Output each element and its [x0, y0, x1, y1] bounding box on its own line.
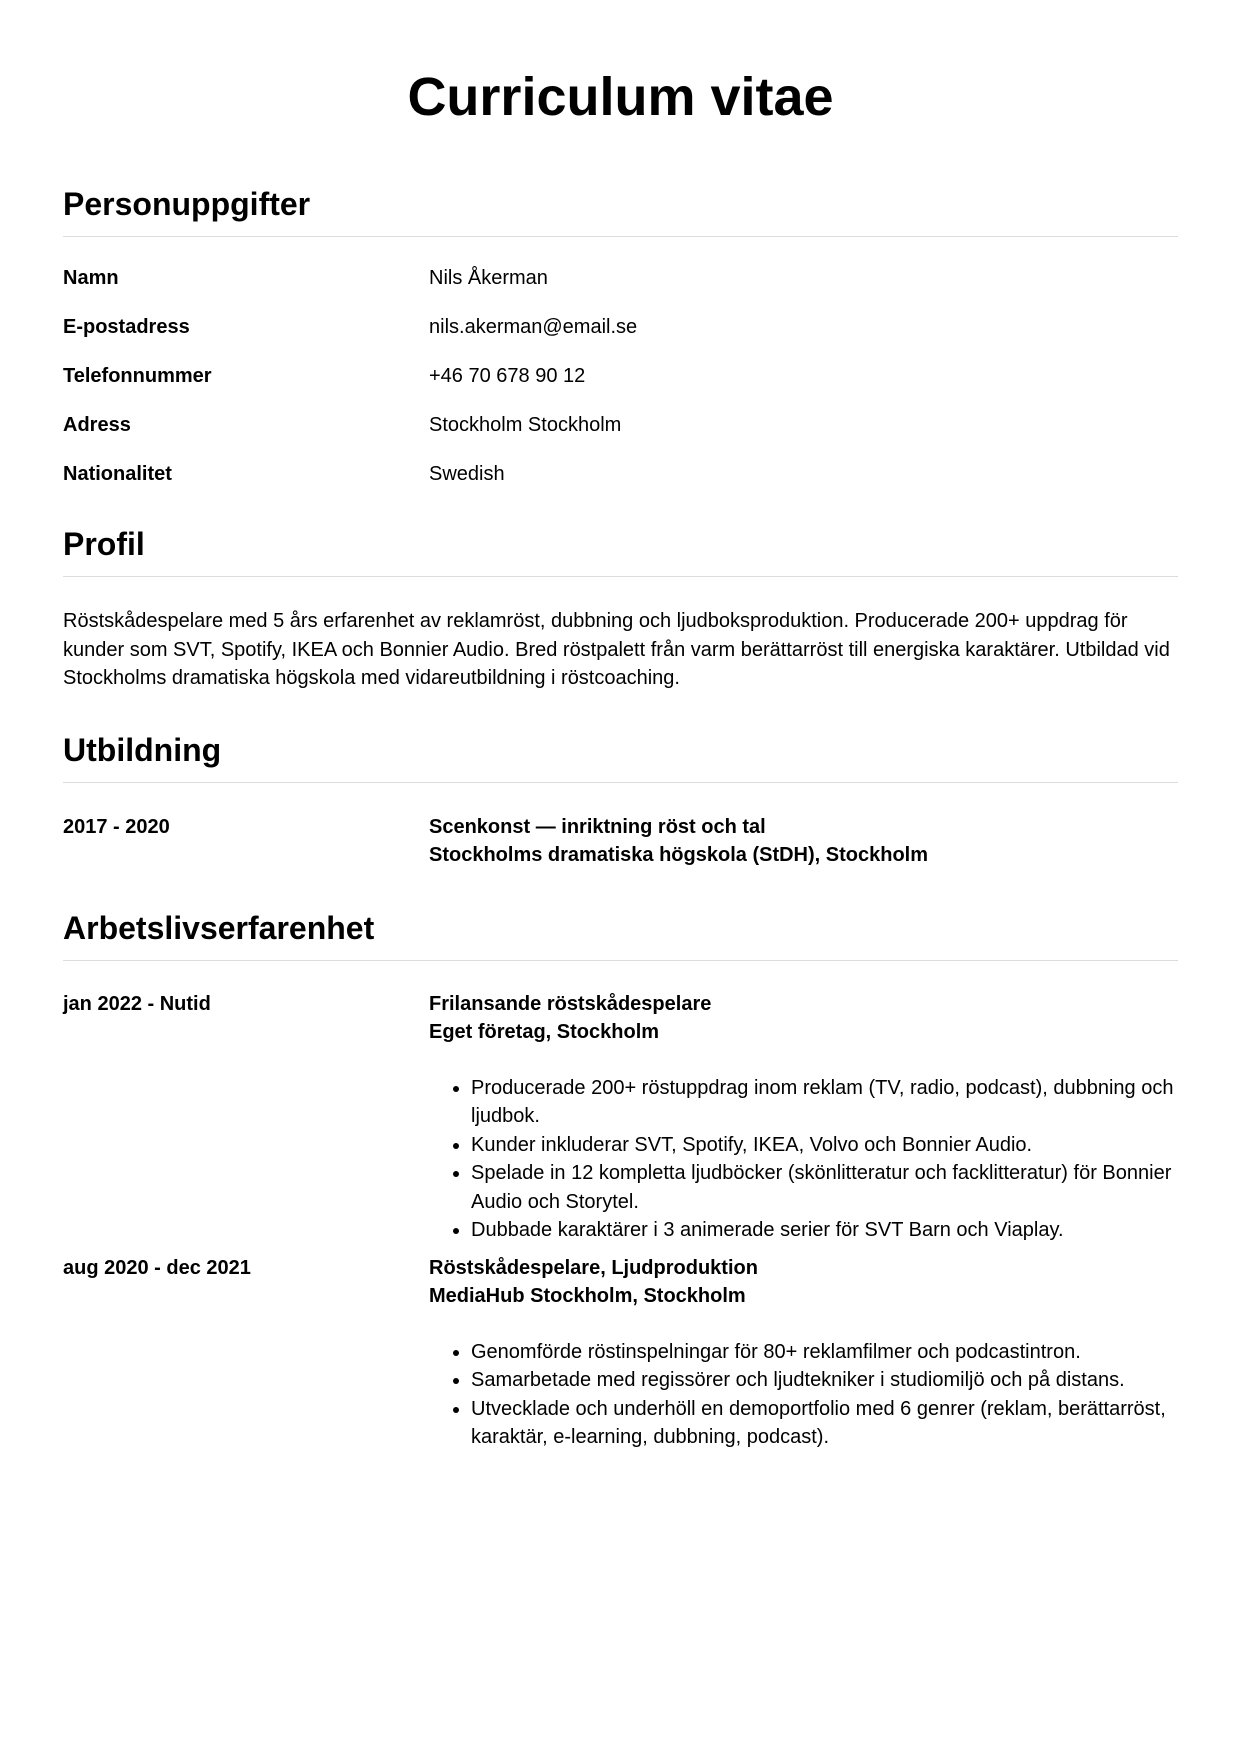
experience-title: Röstskådespelare, Ljudproduktion — [429, 1256, 758, 1279]
nationality-value: Swedish — [429, 463, 505, 485]
list-item: • Genomförde röstinspelningar för 80+ reklamfilmer och podcastintron. — [471, 1338, 1178, 1367]
profile-heading: Profil — [63, 526, 145, 562]
education-org: Stockholms dramatiska högskola (StDH), Stockholm — [429, 843, 928, 866]
nationality-label: Nationalitet — [63, 463, 172, 485]
email-label: E-postadress — [63, 316, 190, 338]
personal-section — [63, 185, 1178, 488]
experience-details — [429, 1254, 1178, 1452]
profile-text: Röstskådespelare med 5 års erfarenhet av reklamröst, dubbning och ljudboksproduktion. Producerade 200+ uppdrag för kunder som SVT, Spotify, IKEA och Bonnier Audio. Bred röstpalett från varm berättarröst till energiska karaktärer. Utbildad vid Stockholms dramatiska högskola med vidareutbildning i röstcoaching. — [63, 610, 1170, 689]
phone-value: +46 70 678 90 12 — [429, 365, 586, 387]
email-value: nils.akerman@email.se — [429, 316, 638, 338]
phone-label: Telefonnummer — [63, 365, 212, 387]
education-entry — [63, 813, 1178, 869]
experience-org: MediaHub Stockholm, Stockholm — [429, 1284, 746, 1307]
list-item: • Samarbetade med regissörer och ljudtekniker i studiomiljö och på distans. — [471, 1366, 1178, 1395]
education-heading: Utbildning — [63, 731, 222, 768]
experience-period: jan 2022 - Nutid — [63, 992, 211, 1015]
experience-org: Eget företag, Stockholm — [429, 1020, 660, 1043]
experience-period: aug 2020 - dec 2021 — [63, 1256, 251, 1279]
address-label: Adress — [63, 414, 131, 436]
personal-row-phone — [63, 362, 1178, 390]
experience-details — [429, 990, 1178, 1245]
profile-section — [63, 525, 1178, 693]
education-period: 2017 - 2020 — [63, 815, 170, 838]
experience-title: Frilansande röstskådespelare — [429, 992, 712, 1015]
list-item: • Producerade 200+ röstuppdrag inom reklam (TV, radio, podcast), dubbning och ljudbok. — [471, 1074, 1178, 1131]
education-divider — [63, 782, 1178, 783]
list-item: • Spelade in 12 kompletta ljudböcker (skönlitteratur och facklitteratur) för Bonnier Audio och Storytel. — [471, 1159, 1178, 1216]
personal-rows — [63, 264, 1178, 488]
personal-row-nationality — [63, 460, 1178, 488]
experience-entry-1 — [63, 990, 1178, 1245]
profile-divider — [63, 576, 1178, 577]
experience-section — [63, 909, 1178, 1452]
personal-divider — [63, 236, 1178, 237]
experience-heading: Arbetslivserfarenhet — [63, 909, 375, 946]
personal-row-email — [63, 313, 1178, 341]
education-title: Scenkonst — inriktning röst och tal — [429, 815, 766, 838]
personal-row-address — [63, 411, 1178, 439]
document-title: Curriculum vitae — [407, 67, 834, 127]
personal-row-name — [63, 264, 1178, 292]
experience-bullets — [429, 1338, 1178, 1452]
name-label: Namn — [63, 267, 119, 289]
experience-divider — [63, 960, 1178, 961]
education-details — [429, 813, 1178, 869]
address-value: Stockholm Stockholm — [429, 414, 622, 436]
personal-heading: Personuppgifter — [63, 186, 311, 222]
name-value: Nils Åkerman — [429, 267, 548, 289]
list-item: • Utvecklade och underhöll en demoportfolio med 6 genrer (reklam, berättarröst, karaktär, e-learning, dubbning, podcast). — [471, 1395, 1178, 1452]
list-item: • Dubbade karaktärer i 3 animerade serier för SVT Barn och Viaplay. — [471, 1216, 1178, 1245]
experience-bullets — [429, 1074, 1178, 1245]
list-item: • Kunder inkluderar SVT, Spotify, IKEA, Volvo och Bonnier Audio. — [471, 1131, 1178, 1160]
experience-entry-2 — [63, 1254, 1178, 1452]
cv-page — [63, 0, 1178, 1452]
education-section — [63, 731, 1178, 869]
